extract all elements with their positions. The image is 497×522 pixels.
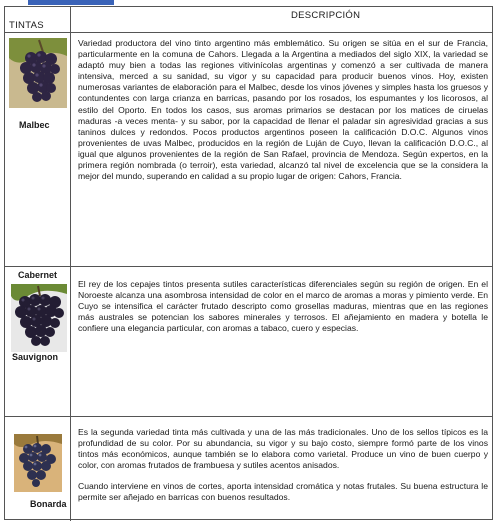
table-row-malbec — [5, 33, 492, 267]
description-cell-bonarda — [71, 417, 492, 521]
header-descripcion-label: DESCRIPCIÓN — [291, 10, 361, 21]
header-tintas-label: TINTAS — [9, 20, 44, 31]
wine-name-cabernet: Cabernet — [18, 270, 58, 280]
wine-name-malbec: Malbec — [19, 120, 50, 130]
wine-cell-bonarda — [5, 417, 71, 521]
top-bar — [0, 0, 497, 5]
top-accent-strip — [28, 0, 114, 5]
table-row-cabernet-sauvignon — [5, 267, 492, 417]
table-header — [5, 7, 492, 33]
description-cell-malbec — [71, 33, 492, 266]
description-malbec: Variedad productora del vino tinto argentino más emblemático. Su origen se sitúa en el sur de Francia, particularmente en la comuna de Cahors. Llegada a la Argentina a mediados del siglo XIX, la variedad se adaptó muy bien a todas las regiones vitivinícolas argentinas y comenzó a ser cultivada de manera intensiva, merced a su sanidad, su vigor y su capacidad para producir buenos vinos. Hoy, existen numerosas variantes de elaboración para el Malbec, desde los vinos jóvenes y simples hasta los gruesos y contundentes con larga crianza en barricas, pasando por los rosados, los espumantes y los licorosos, al estilo del Oporto. En todos los casos, sus aromas primarios se destacan por los matices de ciruelas maduras -a veces menta- y su sabor, por la capacidad de llenar el paladar sin agresividad gracias a sus taninos dulces y redondos. Pocos productos argentinos poseen la calificación D.O.C. Algunos vinos provenientes de uvas Malbec, producidos en la región de Luján de Cuyo, llevan la calificación D.O.C., al igual que algunos provenientes de la región de San Rafael, provincia de Mendoza. Según expertos, en la primera región nombrada (o terroir), esta variedad, alcanzó tal nivel de excelencia que se la considera la mejor del mundo, superando en calidad a su propio lugar de origen: Cahors, Francia. — [78, 38, 488, 182]
malbec-grape-photo — [9, 38, 67, 108]
table-row-bonarda — [5, 417, 492, 521]
header-cell-tintas — [5, 7, 71, 33]
cabernet-grape-photo — [11, 284, 67, 352]
wine-cell-malbec — [5, 33, 71, 266]
description-bonarda-paragraph-1: Es la segunda variedad tinta más cultivada y una de las más tradicionales. Uno de los sellos típicos es la profundidad de su color. Por su abundancia, su vigor y su bajo costo, siempre formó parte de los vinos tintos más económicos, aunque también se lo elabora como varietal. Produce un vino de buen cuerpo y color, con aromas frutados de frambuesa y sutiles acentos anisados. — [78, 427, 488, 471]
header-cell-descripcion — [71, 7, 492, 33]
bonarda-grape-photo — [14, 434, 62, 492]
description-bonarda-paragraph-2: Cuando interviene en vinos de cortes, aporta intensidad cromática y notas frutales. Su buena estructura le permite ser añejado en barricas con buenos resultados. — [78, 481, 488, 503]
wine-cell-cabernet-sauvignon — [5, 267, 71, 416]
wine-name-sauvignon: Sauvignon — [12, 352, 59, 362]
wine-table — [4, 6, 493, 520]
description-cell-cabernet-sauvignon — [71, 267, 492, 416]
wine-name-bonarda: Bonarda — [30, 499, 67, 509]
description-cabernet-sauvignon: El rey de los cepajes tintos presenta sutiles características diferenciales según su región de origen. En el Noroeste alcanza una asombrosa intensidad de color en el marco de aromas a moras y pimiento verde. En Cuyo se intensifica el carácter frutado descripto como grosellas maduras, mientras que en las regiones más australes se potencian los sabores minerales y terrosos. El añejamiento en madera y botella le confiere una elegancia particular, con aromas a tabaco, cuero y especias. — [78, 279, 488, 334]
